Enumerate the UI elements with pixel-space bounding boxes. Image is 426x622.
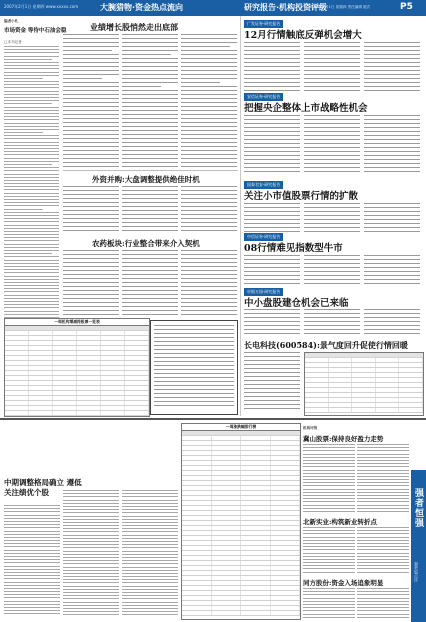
source-tag: 安信证券·研究报告 [244, 93, 283, 101]
report-2-col2 [304, 115, 360, 177]
report-1-col3 [364, 42, 420, 94]
report-5-col3 [364, 309, 420, 337]
report-3-col3 [364, 203, 420, 233]
report-5-col2 [304, 309, 360, 337]
table-row [5, 411, 149, 416]
report-title-5 [244, 295, 349, 309]
article-title-growth [90, 22, 178, 33]
report-title-3-text: 关注小市值股票行情的扩散 [244, 191, 359, 202]
report-title-4-text: 08行情难见指数型牛市 [244, 243, 343, 254]
article-b-col1 [63, 186, 119, 234]
side-banner-title: 强者恒强 [413, 488, 423, 528]
bottom-right-2a [303, 527, 355, 575]
bottom-right-title-1-text: 冀山股票:保持良好盈力走势 [303, 435, 384, 443]
source-tag: 国泰君安·研究报告 [244, 181, 283, 189]
bottom-right-1b [357, 444, 409, 514]
article-b-col2 [122, 186, 178, 234]
report-3-col1 [244, 203, 300, 233]
source-tag: 申银万国·研究报告 [244, 288, 283, 296]
bottom-right-title-3 [303, 578, 383, 587]
bottom-right-title-2 [303, 517, 377, 526]
rule [63, 170, 238, 171]
side-banner [411, 470, 426, 622]
report-4-col2 [304, 255, 360, 287]
report-4-col1 [244, 255, 300, 287]
sidebar-box-text [154, 325, 234, 411]
report-title-3 [244, 188, 358, 202]
bottom-right-title-2-text: 北新实业:构筑新业转折点 [303, 518, 377, 526]
col1-title: 市场资金 等待中石油会稳 [4, 28, 67, 34]
article-title-pesticide-text: 农药板块:行业整合带来介入契机 [92, 239, 200, 248]
article-title-pesticide [92, 238, 200, 249]
bottom-right-tag: 机构评级 [303, 426, 318, 430]
report-title-1-text: 12月行情触底反弹机会增大 [244, 30, 362, 41]
ranking-table-caption: 一周涨跌幅排行榜 [182, 424, 300, 431]
header-date: 2007年2月1日 星期四 责任编辑 版式 [310, 5, 371, 9]
report-1-col1 [244, 42, 300, 94]
article-c-col3 [181, 250, 237, 320]
section-rule [0, 418, 426, 420]
bottom-right-2b [357, 527, 409, 575]
article-b-col3 [181, 186, 237, 234]
col1-title-line [4, 26, 66, 34]
institution-table-caption: 一周机构增减持股票一览表 [5, 319, 149, 326]
source-tag: 广发证券·研究报告 [244, 20, 283, 28]
header-left: 2007年2月1日 星期四 www.xxxxx.com [4, 4, 79, 9]
article-title-growth-text: 业绩增长股悄然走出底部 [90, 22, 178, 32]
bottom-right-title-3-text: 同方股份:资金入场追象明显 [303, 579, 384, 587]
report-title-6 [244, 340, 408, 351]
article-c-col2 [122, 250, 178, 320]
bottom-right-3b [357, 588, 409, 620]
table-row [305, 408, 423, 413]
report-title-2 [244, 100, 368, 114]
col1-byline: □本刊记者 [4, 40, 22, 44]
report-title-5-text: 中小盘股建仓机会已来临 [244, 298, 349, 309]
bottom-col1 [4, 505, 60, 617]
bottom-right-1a [303, 444, 355, 514]
table-row [182, 611, 300, 616]
bottom-left-title-text: 中期调整格局确立 遵低关注绩优个股 [4, 478, 82, 497]
article-a-col2 [122, 34, 178, 169]
report-5-col1 [244, 309, 300, 337]
source-tag: 中信证券·研究报告 [244, 233, 283, 241]
article-a-col3 [181, 34, 237, 169]
col1-body-text [4, 46, 59, 346]
article-a-col1 [63, 34, 119, 169]
report-4-col3 [364, 255, 420, 287]
bottom-col2 [63, 490, 119, 617]
side-banner-subtitle: 强势股点评 [414, 562, 419, 582]
kicker: 编者小札 [4, 19, 19, 23]
report-1-col2 [304, 42, 360, 94]
sidebar-box [150, 320, 238, 415]
report-2-col1 [244, 115, 300, 177]
section-title-right: 研究报告·机构投资评级 [244, 3, 328, 12]
page-number: P5 [400, 2, 413, 12]
report-title-1 [244, 27, 362, 41]
report-title-2-text: 把握央企整体上市战略性机会 [244, 103, 368, 114]
forecast-table [304, 352, 424, 416]
column-divider [240, 16, 241, 416]
page-header [0, 0, 426, 16]
bottom-col3 [122, 490, 178, 617]
report-title-4 [244, 240, 343, 254]
institution-table [4, 318, 150, 417]
section-title-left: 大腕猎物·资金热点流向 [100, 3, 184, 12]
report-title-6-text: 长电科技(600584):景气度回升促使行情回暖 [244, 340, 408, 350]
report-2-col3 [364, 115, 420, 177]
article-title-foreign-text: 外资并购:大盘调整提供绝佳时机 [92, 175, 200, 184]
bottom-right-title-1 [303, 434, 383, 443]
report-3-col2 [304, 203, 360, 233]
bottom-right-3a [303, 588, 355, 620]
report-6-text [244, 352, 300, 412]
article-title-foreign [92, 174, 200, 185]
article-c-col1 [63, 250, 119, 320]
ranking-table [181, 423, 301, 620]
